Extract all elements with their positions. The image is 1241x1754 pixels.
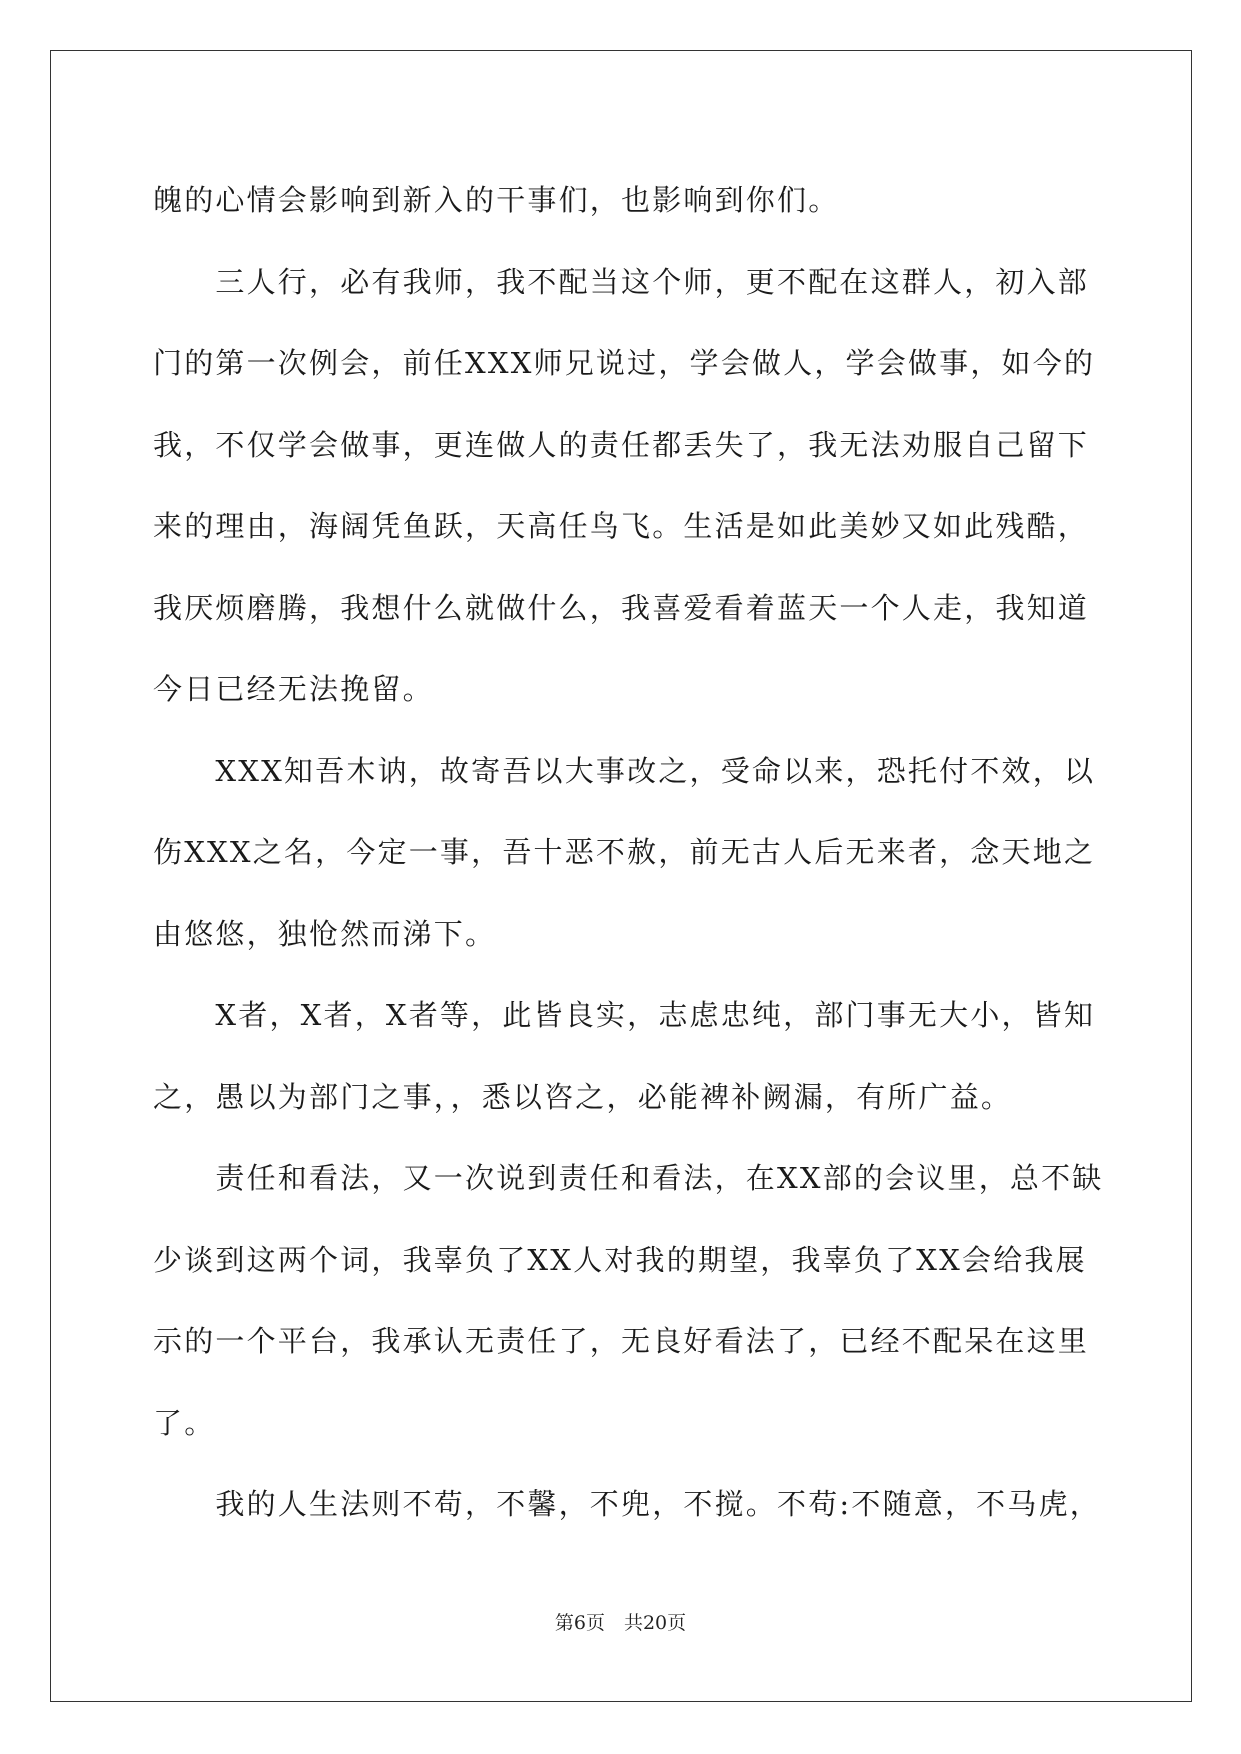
text-line: 今日已经无法挽留。: [153, 672, 434, 706]
text-line: 来的理由，海阔凭鱼跃，天高任鸟飞。生活是如此美妙又如此残酷，: [153, 509, 1090, 543]
document-body: [153, 160, 1104, 1546]
text-line: 伤XXX之名，今定一事，吾十恶不赦，前无古人后无来者，念天地之: [153, 835, 1096, 869]
text-line: 魄的心情会影响到新入的干事们，也影响到你们。: [153, 183, 840, 217]
page-number-footer: 第6页 共20页: [554, 1612, 687, 1634]
text-line: 之，愚以为部门之事，，悉以咨之，必能裨补阙漏，有所广益。: [153, 1079, 1013, 1114]
text-line: 责任和看法，又一次说到责任和看法，在XX部的会议里，总不缺: [153, 1161, 1104, 1195]
text-line: 我的人生法则不苟，不馨，不兜，不搅。不苟:不随意，不马虎，: [153, 1487, 1101, 1521]
text-line: 了。: [153, 1405, 216, 1440]
text-line: 门的第一次例会，前任XXX师兄说过，学会做人，学会做事，如今的: [153, 346, 1096, 380]
text-line: XXX知吾木讷，故寄吾以大事改之，受命以来，恐托付不效，以: [153, 753, 1096, 788]
text-line: 由悠悠，独怆然而涕下。: [153, 916, 497, 951]
text-line: 少谈到这两个词，我辜负了XX人对我的期望，我辜负了XX会给我展: [153, 1242, 1087, 1277]
text-line: X者，X者，X者等，此皆良实，志虑忠纯，部门事无大小，皆知: [153, 998, 1096, 1032]
text-line: 我厌烦磨腾，我想什么就做什么，我喜爱看着蓝天一个人走，我知道: [153, 590, 1090, 625]
text-line: 三人行，必有我师，我不配当这个师，更不配在这群人，初入部: [153, 264, 1090, 299]
text-line: 示的一个平台，我承认无责任了，无良好看法了，已经不配呆在这里: [153, 1324, 1090, 1358]
text-line: 我，不仅学会做事，更连做人的责任都丢失了，我无法劝服自己留下: [153, 427, 1090, 462]
